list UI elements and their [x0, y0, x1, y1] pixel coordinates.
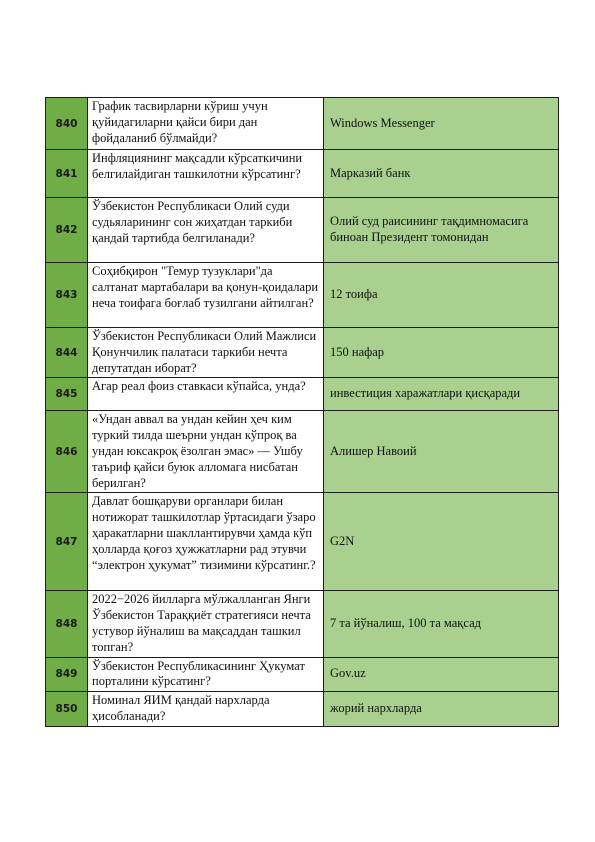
- row-number: 844: [46, 328, 88, 378]
- row-number: 840: [46, 98, 88, 150]
- question-cell: График тасвирларни кўриш учун қуйидагиларни қайси бири дан фойдаланиб бўлмайди?: [88, 98, 324, 150]
- answer-cell: жорий нархларда: [324, 692, 559, 727]
- row-number: 849: [46, 657, 88, 692]
- question-cell: Ўзбекистон Республикаси Олий Мажлиси Қонунчилик палатаси таркиби нечта депутатдан иборат?: [88, 328, 324, 378]
- row-number: 848: [46, 591, 88, 657]
- answer-cell: инвестиция харажатлари қисқаради: [324, 378, 559, 411]
- table-row: [46, 98, 559, 150]
- answer-cell: Марказий банк: [324, 150, 559, 198]
- question-cell: Ўзбекистон Республикаси Олий суди судьяларининг сон жиҳатдан таркиби қандай тартибда белгиланади?: [88, 198, 324, 263]
- question-cell: Соҳибқирон "Темур тузуклари"да салтанат мартабалари ва қонун-қоидалари неча тоифага боғлаб тузилгани айтилган?: [88, 263, 324, 328]
- row-number: 842: [46, 198, 88, 263]
- row-number: 847: [46, 493, 88, 591]
- question-cell: Номинал ЯИМ қандай нархларда ҳисобланади?: [88, 692, 324, 727]
- answer-cell: Gov.uz: [324, 657, 559, 692]
- answer-cell: 150 нафар: [324, 328, 559, 378]
- question-cell: Давлат бошқаруви органлари билан нотижорат ташкилотлар ўртасидаги ўзаро ҳаракатларни шакллантирувчи ҳамда кўп ҳолларда қоғоз ҳужжатларни рад этувчи “электрон ҳукумат” тизимини кўрсатинг.?: [88, 493, 324, 591]
- answer-cell: Олий суд раисининг тақдимномасига биноан Президент томонидан: [324, 198, 559, 263]
- table-row: [46, 378, 559, 411]
- question-cell: Агар реал фоиз ставкаси кўпайса, унда?: [88, 378, 324, 411]
- table-row: [46, 198, 559, 263]
- table-row: [46, 411, 559, 493]
- table-row: [46, 263, 559, 328]
- question-cell: Инфляциянинг мақсадли кўрсаткичини белгилайдиган ташкилотни кўрсатинг?: [88, 150, 324, 198]
- row-number: 850: [46, 692, 88, 727]
- answer-cell: G2N: [324, 493, 559, 591]
- answer-cell: 12 тоифа: [324, 263, 559, 328]
- table-row: [46, 692, 559, 727]
- question-cell: 2022−2026 йилларга мўлжалланган Янги Ўзбекистон Тараққиёт стратегияси нечта устувор йўналиш ва мақсаддан ташкил топган?: [88, 591, 324, 657]
- row-number: 846: [46, 411, 88, 493]
- row-number: 843: [46, 263, 88, 328]
- answer-cell: Алишер Навоий: [324, 411, 559, 493]
- table-row: [46, 328, 559, 378]
- answer-cell: 7 та йўналиш, 100 та мақсад: [324, 591, 559, 657]
- table-row: [46, 493, 559, 591]
- table-row: [46, 591, 559, 657]
- answer-cell: Windows Messenger: [324, 98, 559, 150]
- table-row: [46, 150, 559, 198]
- question-cell: «Ундан аввал ва ундан кейин ҳеч ким туркий тилда шеърни ундан кўпроқ ва ундан юксакроқ ёзолган эмас» — Ушбу таъриф қайси буюк алломага нисбатан берилган?: [88, 411, 324, 493]
- row-number: 845: [46, 378, 88, 411]
- table-row: [46, 657, 559, 692]
- row-number: 841: [46, 150, 88, 198]
- questions-table: [45, 97, 559, 727]
- question-cell: Ўзбекистон Республикасининг Ҳукумат порталини кўрсатинг?: [88, 657, 324, 692]
